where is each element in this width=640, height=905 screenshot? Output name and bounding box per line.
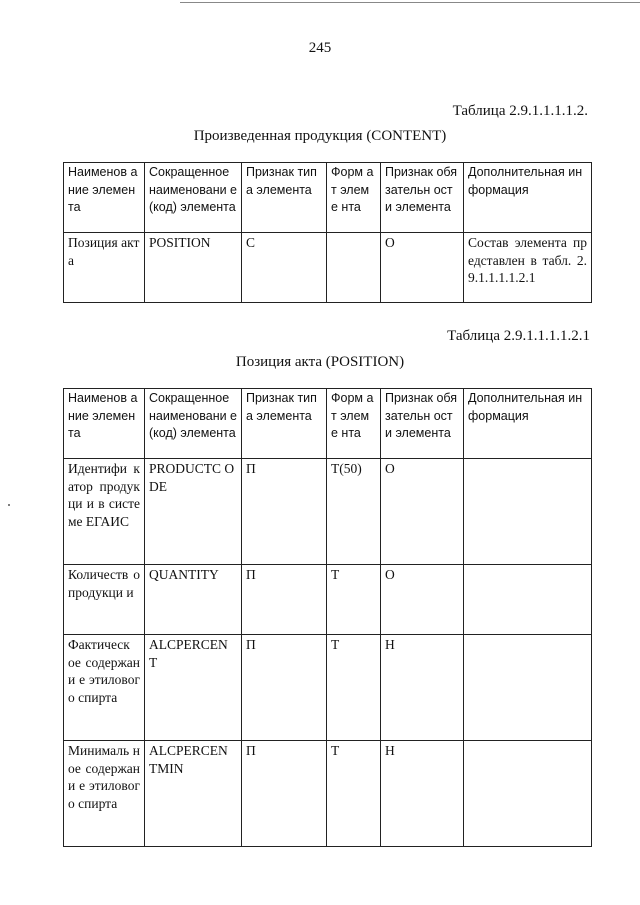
cell-type-flag: П [242,459,327,565]
table-row [64,635,592,741]
table1-title: Произведенная продукция (CONTENT) [193,128,447,144]
cell-short-name: ALCPERCEN TMIN [145,741,242,847]
cell-type-flag: П [242,635,327,741]
cell-element-name: Минималь ное содержани е этилового спирта [64,741,145,847]
header-type-flag: Признак типа элемента [242,389,327,459]
table-position [63,388,592,847]
cell-required-flag: О [381,565,464,635]
cell-element-name: Позиция акта [64,233,145,303]
header-additional-info: Дополнительная информация [464,163,592,233]
cell-required-flag: О [381,233,464,303]
header-required-flag: Признак обязательн ости элемента [381,163,464,233]
cell-type-flag: П [242,565,327,635]
table2-title: Позиция акта (POSITION) [235,354,405,370]
table2-reference: Таблица 2.9.1.1.1.1.2.1 [447,328,590,344]
cell-element-name: Идентифи катор продукци и в системе ЕГАИС [64,459,145,565]
table-row [64,741,592,847]
table-header-row [64,389,592,459]
cell-short-name: QUANTITY [145,565,242,635]
cell-format: Т [327,565,381,635]
table-row [64,565,592,635]
cell-format: T(50) [327,459,381,565]
cell-required-flag: Н [381,635,464,741]
cell-element-name: Количеств о продукци и [64,565,145,635]
cell-required-flag: О [381,459,464,565]
table1-reference: Таблица 2.9.1.1.1.1.2. [452,103,588,119]
header-short-name: Сокращенное наименовани е (код) элемента [145,389,242,459]
scan-speck [8,504,10,506]
cell-short-name: POSITION [145,233,242,303]
table-content [63,162,592,303]
header-short-name: Сокращенное наименовани е (код) элемента [145,163,242,233]
header-element-name: Наименов ание элемента [64,163,145,233]
table-row [64,233,592,303]
page-top-rule [180,2,640,3]
cell-element-name: Фактическ ое содержани е этилового спирта [64,635,145,741]
header-additional-info: Дополнительная информация [464,389,592,459]
header-type-flag: Признак типа элемента [242,163,327,233]
header-required-flag: Признак обязательн ости элемента [381,389,464,459]
cell-type-flag: С [242,233,327,303]
header-format: Форм ат элеме нта [327,163,381,233]
page-number: 245 [308,40,332,56]
header-element-name: Наименов ание элемента [64,389,145,459]
cell-format: Т [327,741,381,847]
cell-required-flag: Н [381,741,464,847]
cell-additional-info [464,459,592,565]
cell-additional-info: Состав элемента представлен в табл. 2.9.1.1.1.1.2.1 [464,233,592,303]
cell-additional-info [464,565,592,635]
cell-additional-info [464,635,592,741]
header-format: Форм ат элеме нта [327,389,381,459]
cell-format [327,233,381,303]
cell-short-name: PRODUCTC ODE [145,459,242,565]
cell-short-name: ALCPERCEN T [145,635,242,741]
table-row [64,459,592,565]
cell-type-flag: П [242,741,327,847]
cell-format: Т [327,635,381,741]
cell-additional-info [464,741,592,847]
table-header-row [64,163,592,233]
